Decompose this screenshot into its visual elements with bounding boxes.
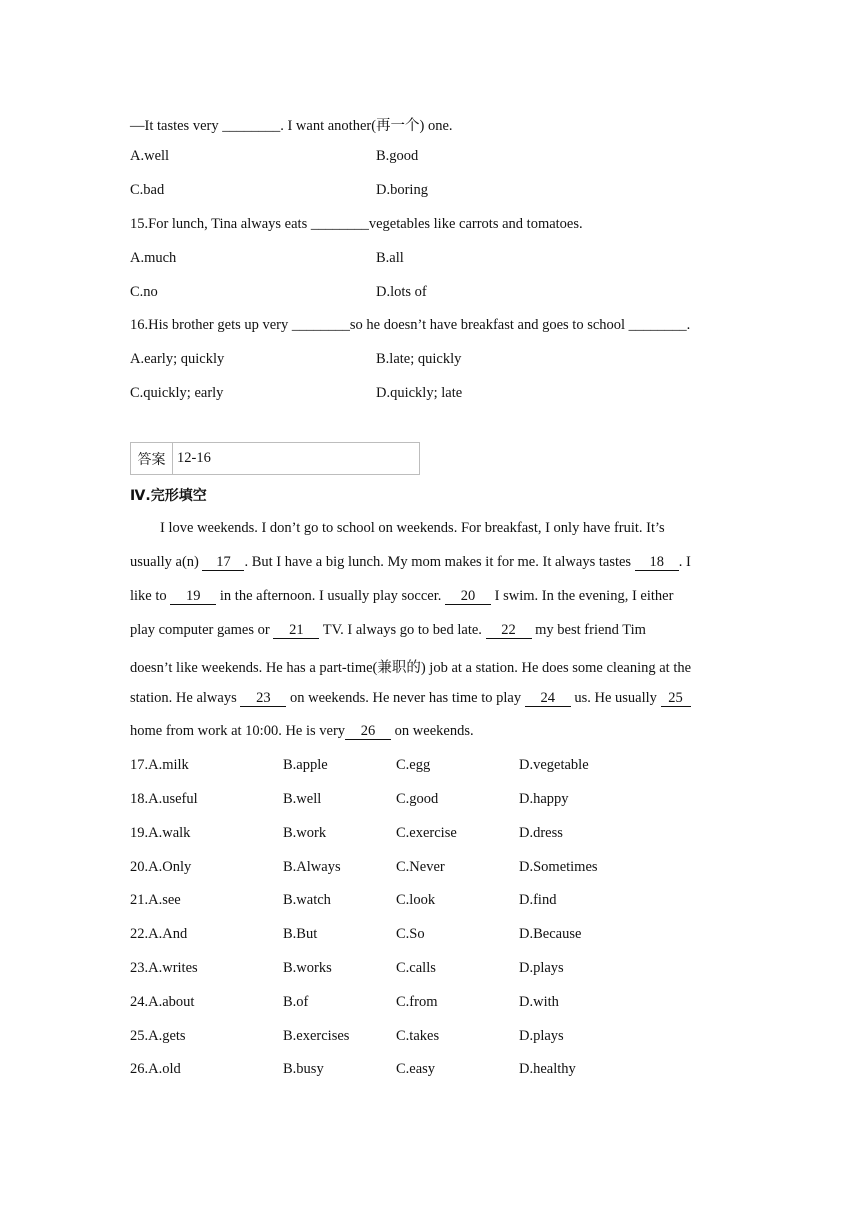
option-b: B.all <box>376 250 404 266</box>
option-b: B.good <box>376 148 419 164</box>
cloze-option: C.So <box>396 926 425 942</box>
blank-21: 21 <box>273 623 319 639</box>
passage-line: station. He always 23 on weekends. He never has time to play 24 us. He usually 25 <box>130 690 691 707</box>
blank-23: 23 <box>240 691 286 707</box>
passage-line: play computer games or 21 TV. I always go to bed late. 22 my best friend Tim <box>130 622 646 638</box>
passage-line: home from work at 10:00. He is very 26 on weekends. <box>130 723 474 739</box>
option-c: C.bad <box>130 182 165 198</box>
cloze-option: C.look <box>396 892 436 908</box>
cloze-option: 25.A.gets <box>130 1028 186 1044</box>
passage-line: like to 19 in the afternoon. I usually play soccer. 20 I swim. In the evening, I either <box>130 588 674 604</box>
option-d: D.boring <box>376 182 428 198</box>
cloze-option: 24.A.about <box>130 994 195 1010</box>
blank-20: 20 <box>445 589 491 605</box>
cloze-option: C.Never <box>396 859 445 875</box>
blank-18: 18 <box>635 555 679 571</box>
cloze-option: D.with <box>519 994 559 1010</box>
blank-26: 26 <box>345 724 391 740</box>
option-a: A.well <box>130 148 170 164</box>
cloze-option: C.takes <box>396 1028 440 1044</box>
cloze-option: D.happy <box>519 791 569 807</box>
blank-19: 19 <box>170 589 216 605</box>
cloze-option: B.work <box>283 825 327 841</box>
cloze-option: D.plays <box>519 960 564 976</box>
option-a: A.much <box>130 250 177 266</box>
cloze-option: 19.A.walk <box>130 825 191 841</box>
answer-value: 12-16 <box>177 450 211 466</box>
cloze-option: C.easy <box>396 1061 436 1077</box>
cloze-option: B.watch <box>283 892 331 908</box>
cloze-option: 26.A.old <box>130 1061 181 1077</box>
cloze-option: C.exercise <box>396 825 457 841</box>
answer-label: 答案 <box>131 443 173 474</box>
option-c: C.quickly; early <box>130 385 224 401</box>
cloze-option: 17.A.milk <box>130 757 189 773</box>
cloze-option: D.plays <box>519 1028 564 1044</box>
cloze-option: D.healthy <box>519 1061 576 1077</box>
cloze-option: D.find <box>519 892 557 908</box>
question-stem: 16.His brother gets up very ________so he doesn’t have breakfast and goes to school ________. <box>130 317 691 333</box>
option-c: C.no <box>130 284 158 300</box>
option-d: D.quickly; late <box>376 385 463 401</box>
cloze-option: D.vegetable <box>519 757 589 773</box>
cloze-option: C.good <box>396 791 439 807</box>
cloze-option: D.Sometimes <box>519 859 598 875</box>
cloze-option: 22.A.And <box>130 926 188 942</box>
passage-line: I love weekends. I don’t go to school on weekends. For breakfast, I only have fruit. It’s <box>160 520 665 536</box>
blank-25: 25 <box>661 691 691 707</box>
cloze-option: B.exercises <box>283 1028 350 1044</box>
passage-line: usually a(n) 17 . But I have a big lunch. My mom makes it for me. It always tastes 18 . I <box>130 554 691 570</box>
cloze-option: B.Always <box>283 859 341 875</box>
cloze-option: B.works <box>283 960 332 976</box>
cloze-option: 18.A.useful <box>130 791 198 807</box>
question-stem: 15.For lunch, Tina always eats ________vegetables like carrots and tomatoes. <box>130 216 583 232</box>
blank-17: 17 <box>202 555 244 571</box>
cloze-option: 23.A.writes <box>130 960 198 976</box>
cloze-option: D.Because <box>519 926 582 942</box>
question-stem: —It tastes very ________. I want another(再一个) one. <box>130 118 453 134</box>
blank-22: 22 <box>486 623 532 639</box>
section-heading: Ⅳ.完形填空 <box>130 488 207 504</box>
cloze-option: B.of <box>283 994 309 1010</box>
cloze-option: C.calls <box>396 960 436 976</box>
cloze-option: B.well <box>283 791 322 807</box>
cloze-option: B.busy <box>283 1061 324 1077</box>
option-a: A.early; quickly <box>130 351 225 367</box>
blank-24: 24 <box>525 691 571 707</box>
answer-box <box>130 442 420 475</box>
cloze-option: C.from <box>396 994 438 1010</box>
cloze-option: 21.A.see <box>130 892 181 908</box>
cloze-option: D.dress <box>519 825 563 841</box>
option-d: D.lots of <box>376 284 427 300</box>
cloze-option: C.egg <box>396 757 431 773</box>
cloze-option: 20.A.Only <box>130 859 192 875</box>
passage-line: doesn’t like weekends. He has a part-time(兼职的) job at a station. He does some cleaning at the <box>130 660 692 676</box>
cloze-option: B.apple <box>283 757 328 773</box>
cloze-option: B.But <box>283 926 318 942</box>
option-b: B.late; quickly <box>376 351 462 367</box>
